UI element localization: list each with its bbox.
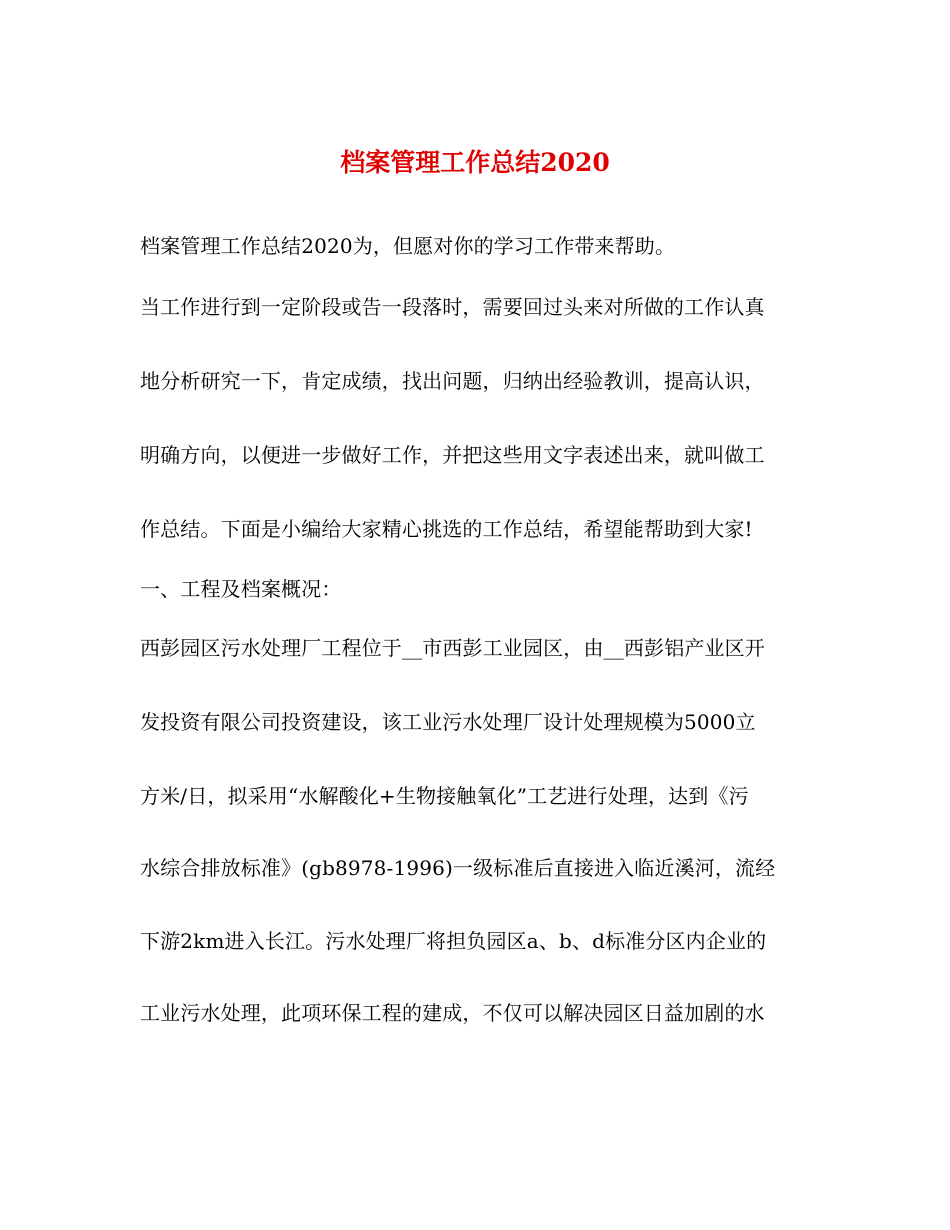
paragraph-line: 作总结。下面是小编给大家精心挑选的工作总结，希望能帮助到大家! [140,517,753,541]
document-title: 档案管理工作总结2020 [340,148,610,177]
paragraph-line: 西彭园区污水处理厂工程位于__市西彭工业园区，由__西彭铝产业区开 [140,636,765,660]
section-heading: 一、工程及档案概况： [140,577,342,601]
paragraph-line: 当工作进行到一定阶段或告一段落时，需要回过头来对所做的工作认真 [140,295,765,319]
paragraph-line: 明确方向，以便进一步做好工作，并把这些用文字表述出来，就叫做工 [140,443,765,467]
paragraph-line: 水综合排放标准》(gb8978-1996)一级标准后直接进入临近溪河，流经 [140,856,776,880]
paragraph-line: 方米/日，拟采用“水解酸化+生物接触氧化”工艺进行处理，达到《污 [140,784,749,808]
paragraph-line: 发投资有限公司投资建设，该工业污水处理厂设计处理规模为5000立 [140,710,756,734]
paragraph-line: 工业污水处理，此项环保工程的建成，不仅可以解决园区日益加剧的水 [140,1001,765,1025]
intro-line: 档案管理工作总结2020为，但愿对你的学习工作带来帮助。 [140,234,676,258]
paragraph-line: 下游2km进入长江。污水处理厂将担负园区a、b、d标准分区内企业的 [140,929,767,953]
paragraph-line: 地分析研究一下，肯定成绩，找出问题，归纳出经验教训，提高认识， [140,369,765,393]
